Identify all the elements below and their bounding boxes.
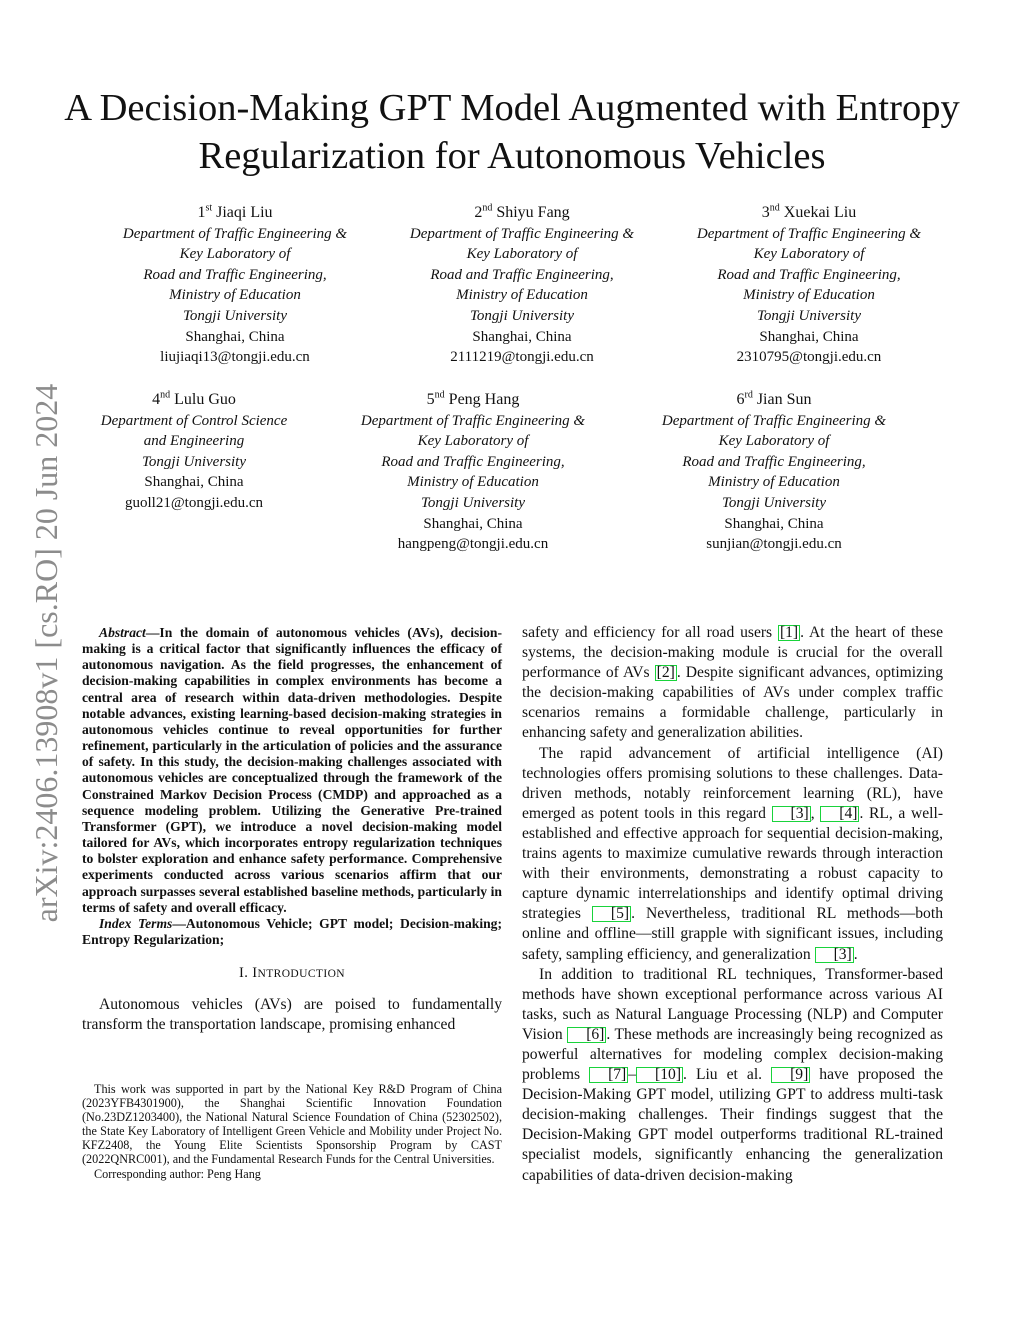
abstract-label: Abstract [99, 625, 146, 640]
author-block: 3nd Xuekai Liu Department of Traffic Engineering & Key Laboratory of Road and Traffic Engineering, Ministry of Education Tongji University Shanghai, China 2310795@tongji.edu.cn [679, 203, 939, 368]
author-name: Lulu Guo [174, 391, 236, 408]
author-email: liujiaqi13@tongji.edu.cn [160, 349, 310, 366]
abstract [82, 625, 502, 916]
author-block: 1st Jiaqi Liu Department of Traffic Engineering & Key Laboratory of Road and Traffic Engineering, Ministry of Education Tongji University Shanghai, China liujiaqi13@tongji.edu.cn [105, 203, 365, 368]
author-name: Shiyu Fang [496, 204, 570, 221]
author-block: 5nd Peng Hang Department of Traffic Engineering & Key Laboratory of Road and Traffic Engineering, Ministry of Education Tongji University Shanghai, China hangpeng@tongji.edu.cn [343, 390, 603, 555]
author-block: 6rd Jian Sun Department of Traffic Engineering & Key Laboratory of Road and Traffic Engineering, Ministry of Education Tongji University Shanghai, China sunjian@tongji.edu.cn [644, 390, 904, 555]
section-heading: I. INTRODUCTION [239, 965, 345, 982]
author-block: 4nd Lulu Guo Department of Control Science and Engineering Tongji University Shanghai, China guoll21@tongji.edu.cn [84, 390, 304, 514]
abstract-text: —In the domain of autonomous vehicles (AVs), decision-making is a critical factor that significantly influences the efficacy of autonomous navigation. As the field progresses, the enhancement of decision-making capabilities in complex environments has become a central area of research within data-driven methodologies. Despite notable advances, existing learning-based decision-making strategies in autonomous vehicles continue to reveal opportunities for further refinement, particularly in the articulation of policies and the assurance of safety. In this study, the decision-making challenges associated with autonomous vehicles are conceptualized through the framework of the Constrained Markov Decision Process (CMDP) and approached as a sequence modeling problem. Utilizing the Generative Pre-trained Transformer (GPT), we introduce a novel decision-making model tailored for AVs, which incorporates entropy regularization techniques to bolster exploration and enhance safety performance. Comprehensive experiments conducted across various scenarios affirm that our approach surpasses several established baseline methods, particularly in terms of safety and overall efficacy. [82, 625, 502, 915]
index-terms-text: —Autonomous Vehicle; GPT model; Decision-making; Entropy Regularization; [82, 915, 502, 947]
left-column [82, 625, 502, 1035]
paragraph: safety and efficiency for all road users [1] . At the heart of these systems, the decision-making module is crucial for the overall performance of AVs [2] . Despite significant advances, optimizing the decision-making capabilities of AVs under complex traffic scenarios remains a formidable challenge, particularly in enhancing safety and generalization abilities. [522, 624, 944, 742]
citation-link[interactable]: [9] [771, 1067, 810, 1083]
citation-link[interactable]: [1] [779, 624, 799, 641]
author-email: 2111219@tongji.edu.cn [450, 349, 594, 366]
citation-link[interactable]: [5] [592, 906, 631, 922]
author-email: 2310795@tongji.edu.cn [736, 349, 882, 366]
citation-link[interactable]: [3] [772, 806, 811, 822]
arxiv-side-label: arXiv:2406.13908v1 [cs.RO] 20 Jun 2024 [28, 383, 64, 923]
paper-title: A Decision-Making GPT Model Augmented with Entropy Regularization for Autonomous Vehicles [64, 87, 960, 177]
author-email: sunjian@tongji.edu.cn [706, 536, 842, 553]
footnotes [82, 1082, 502, 1181]
author-block: 2nd Shiyu Fang Department of Traffic Engineering & Key Laboratory of Road and Traffic Engineering, Ministry of Education Tongji University Shanghai, China 2111219@tongji.edu.cn [392, 203, 652, 368]
paragraph: In addition to traditional RL techniques, Transformer-based methods have shown exceptional performance across various AI tasks, such as Natural Language Processing (NLP) and Computer Vision [6] . These methods are increasingly being recognized as powerful alternatives for modeling complex decision-making problems [7] – [10] . Liu et al. [9] have proposed the Decision-Making GPT model, utilizing GPT to address multi-task decision-making challenges. Their findings suggest that the Decision-Making GPT model outperforms traditional RL-trained specialist models, significantly enhancing the generalization capabilities of data-driven decision-making [522, 965, 943, 1184]
right-column [522, 623, 943, 1186]
citation-link[interactable]: [10] [636, 1067, 683, 1083]
author-name: Jian Sun [756, 391, 812, 408]
author-email: guoll21@tongji.edu.cn [125, 494, 263, 511]
author-email: hangpeng@tongji.edu.cn [397, 536, 549, 553]
citation-link[interactable]: [7] [589, 1067, 628, 1083]
index-terms [82, 916, 502, 948]
paragraph: The rapid advancement of artificial intelligence (AI) technologies offers promising solutions to these challenges. Data-driven methods, notably reinforcement learning (RL), have emerged as potent tools in this regard [3] , [4] . RL, a well-established and effective approach for sequential decision-making, trains agents to maximize cumulative rewards through interaction with their environments, demonstrating a robust capacity to capture dynamic interrelationships and identify optimal driving strategies [5] . Nevertheless, traditional RL methods—both online and offline—still grapple with significant issues, including safety, sampling efficiency, and generalization [3] . [522, 744, 944, 963]
citation-link[interactable]: [2] [656, 664, 675, 682]
citation-link[interactable]: [3] [815, 947, 854, 963]
author-name: Xuekai Liu [783, 204, 857, 221]
index-terms-label: Index Terms [99, 915, 173, 931]
corresponding-author-note: Corresponding author: Peng Hang [94, 1166, 261, 1181]
funding-footnote: This work was supported in part by the National Key R&D Program of China (2023YFB4301900), the Shanghai Scientific Innovation Foundation (No.23DZ1203400), the National Natural Science Foundation of China (52302502), the State Key Laboratory of Intelligent Green Vehicle and Mobility under Project No. KFZ2408, the Young Elite Scientists Sponsorship Program by CAST (2022QNRC001), and the Fundamental Research Funds for the Central Universities. [82, 1082, 502, 1167]
citation-link[interactable]: [6] [567, 1027, 606, 1043]
citation-link[interactable]: [4] [820, 806, 859, 822]
author-name: Jiaqi Liu [216, 204, 273, 221]
author-name: Peng Hang [448, 391, 520, 408]
intro-paragraph: Autonomous vehicles (AVs) are poised to fundamentally transform the transportation landscape, promising enhanced [82, 996, 502, 1034]
